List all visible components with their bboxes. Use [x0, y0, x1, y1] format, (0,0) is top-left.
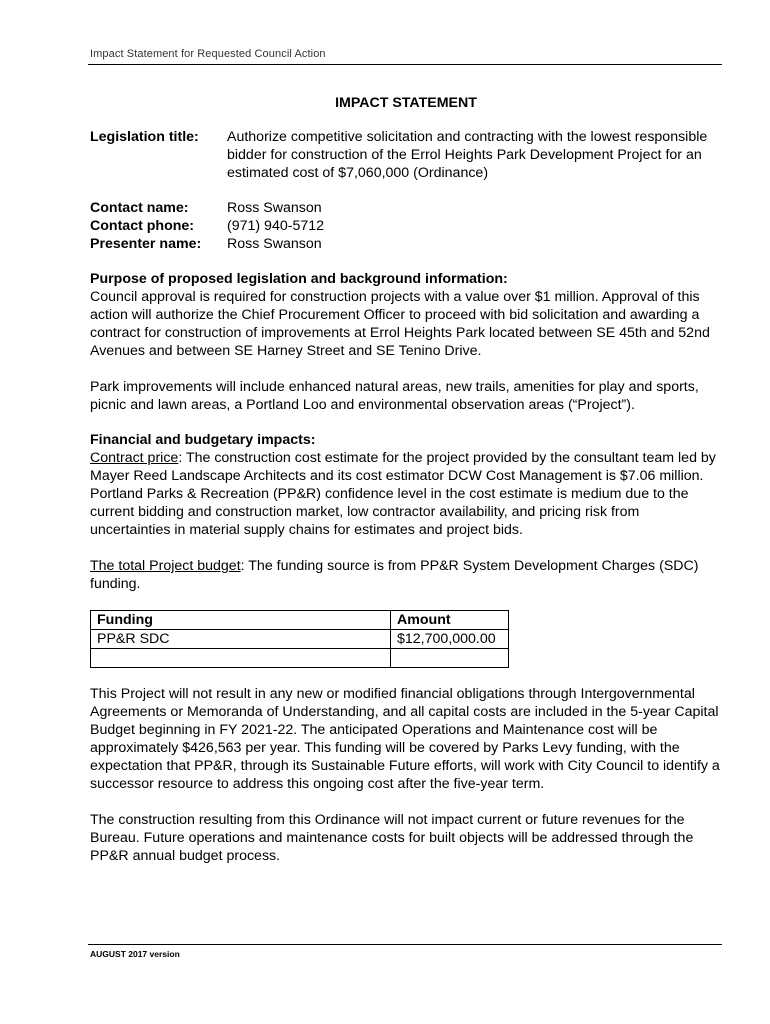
contact-name-label: Contact name: [90, 200, 189, 216]
purpose-paragraph-1: Council approval is required for construction projects with a value over $1 million. Approval of this action will authorize the Chief Procurement Officer to proceed with bid solicitation and awarding a contract for construction of improvements at Errol Heights Park located between SE 45th and 52nd Avenues and between SE Harney Street and SE Tenino Drive. [90, 289, 710, 359]
contact-name-row [90, 199, 720, 217]
presenter-row [90, 235, 720, 253]
funding-table [90, 610, 509, 668]
amount-column-header: Amount [391, 611, 509, 630]
contract-price-text: : The construction cost estimate for the project provided by the consultant team led by Mayer Reed Landscape Architects and its cost estimator DCW Cost Management is $7.06 million. Portland Parks & Recreation (PP&R) confidence level in the cost estimate is medium due to the current bidding and construction market, low contractor availability, and pricing risk from uncertainties in material supply chains for estimates and project bids. [90, 450, 716, 538]
budget-paragraph [90, 557, 720, 593]
running-header: Impact Statement for Requested Council Action [90, 48, 326, 60]
table-row [91, 630, 509, 649]
amount-cell [391, 649, 509, 668]
contract-price-paragraph [90, 449, 720, 539]
footer-version: AUGUST 2017 version [90, 949, 180, 959]
funding-cell: PP&R SDC [91, 630, 391, 649]
funding-cell [91, 649, 391, 668]
document-title: IMPACT STATEMENT [335, 95, 477, 111]
budget-label: The total Project budget [90, 558, 241, 574]
funding-column-header: Funding [91, 611, 391, 630]
contact-phone-label: Contact phone: [90, 218, 195, 234]
revenue-paragraph: The construction resulting from this Ordinance will not impact current or future revenues for the Bureau. Future operations and maintenance costs for built objects will be addressed through the PP&R annual budget process. [90, 812, 694, 864]
contact-phone-value: (971) 940-5712 [227, 218, 325, 234]
budget-text: : The funding source is from PP&R System Development Charges (SDC) funding. [90, 558, 699, 592]
header-divider [88, 64, 722, 65]
footer-divider [88, 944, 722, 945]
table-header-row [91, 611, 509, 630]
contact-name-value: Ross Swanson [227, 200, 322, 216]
obligations-paragraph: This Project will not result in any new or modified financial obligations through Intergovernmental Agreements or Memoranda of Understanding, and all capital costs are included in the 5-year Capital Budget beginning in FY 2021-22. The anticipated Operations and Maintenance cost will be approximately $426,563 per year. This funding will be covered by Parks Levy funding, with the expectation that PP&R, through its Sustainable Future efforts, will work with City Council to identify a successor resource to address this ongoing cost after the five-year term. [90, 686, 720, 792]
table-row [91, 649, 509, 668]
purpose-paragraph-2: Park improvements will include enhanced natural areas, new trails, amenities for play and sports, picnic and lawn areas, a Portland Loo and environmental observation areas (“Project”). [90, 379, 699, 413]
purpose-heading: Purpose of proposed legislation and background information: [90, 271, 508, 287]
contract-price-label: Contract price [90, 450, 179, 466]
contact-phone-row [90, 217, 720, 235]
legislation-label: Legislation title: [90, 129, 199, 145]
presenter-value: Ross Swanson [227, 236, 322, 252]
amount-cell: $12,700,000.00 [391, 630, 509, 649]
financial-heading: Financial and budgetary impacts: [90, 432, 316, 448]
legislation-value: Authorize competitive solicitation and contracting with the lowest responsible bidder for construction of the Errol Heights Park Development Project for an estimated cost of $7,060,000 (Ordinance) [227, 129, 708, 181]
presenter-label: Presenter name: [90, 236, 202, 252]
legislation-row [90, 128, 720, 182]
document-body [90, 94, 720, 865]
